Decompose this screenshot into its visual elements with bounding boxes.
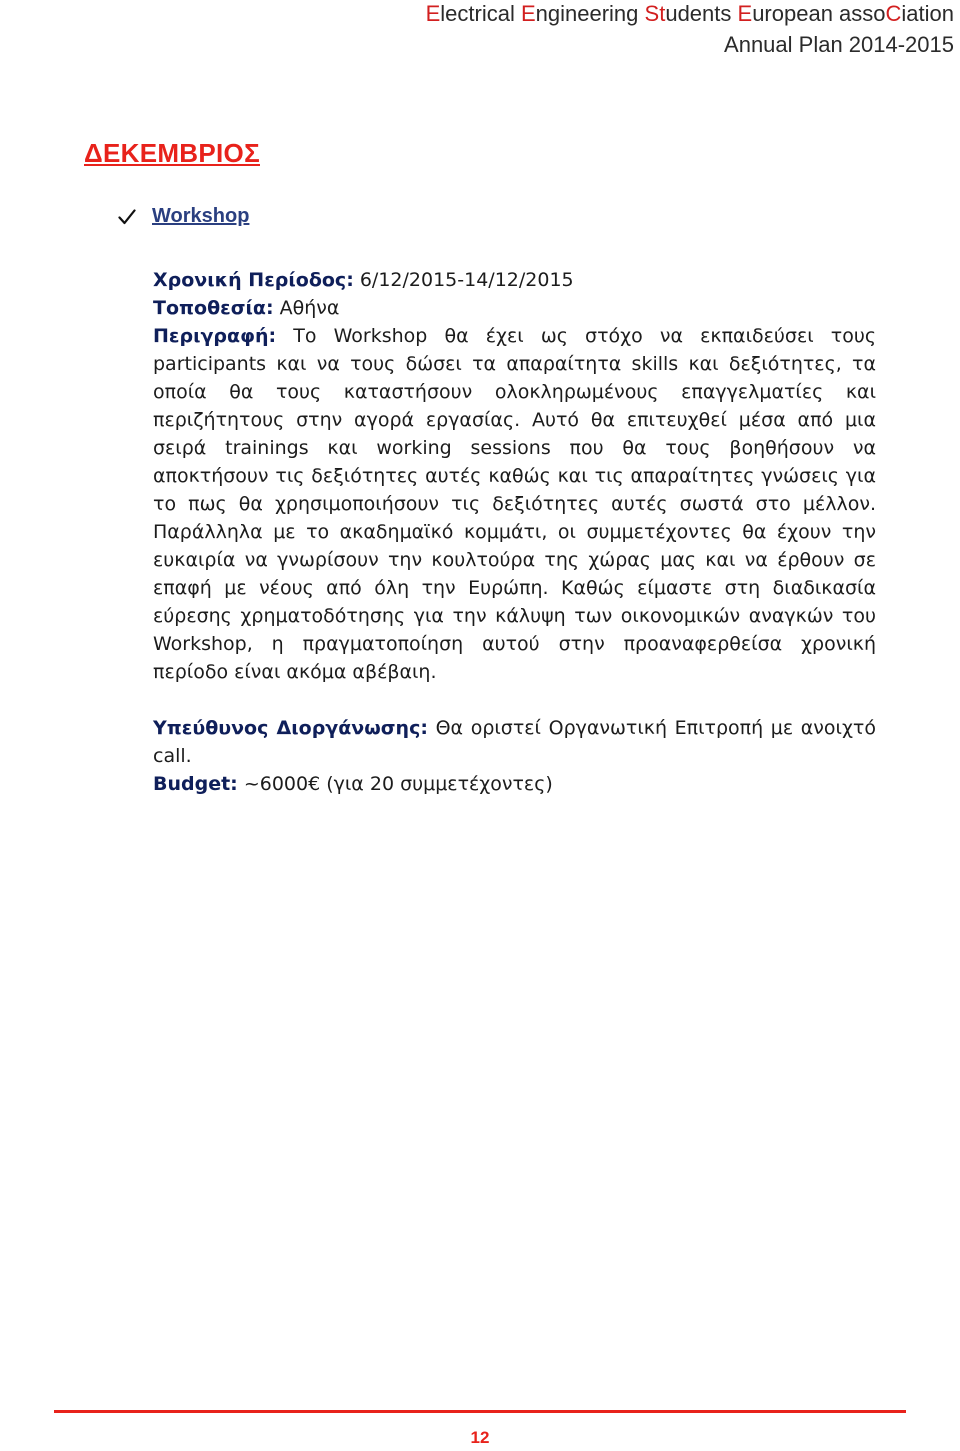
period-line xyxy=(153,266,876,294)
location-value: Αθήνα xyxy=(273,297,340,319)
location-line xyxy=(153,294,876,322)
description-paragraph xyxy=(153,322,876,686)
description-label: Περιγραφή: xyxy=(153,325,277,347)
header-org-part: udents xyxy=(665,1,738,26)
header-org-part: iation xyxy=(901,1,954,26)
period-value: 6/12/2015-14/12/2015 xyxy=(353,269,574,291)
budget-value: ~6000€ (για 20 συμμετέχοντες) xyxy=(237,773,553,795)
event-details xyxy=(153,266,876,798)
location-label: Τοποθεσία: xyxy=(153,297,274,319)
header-annual-plan: Annual Plan 2014-2015 xyxy=(724,32,954,57)
header-org-part: C xyxy=(885,1,902,26)
organizer-label: Υπεύθυνος Διοργάνωσης: xyxy=(153,717,428,739)
organizer-line xyxy=(153,714,876,770)
header-org-part: E xyxy=(737,1,753,26)
header-organization-name xyxy=(426,0,954,28)
event-list-item xyxy=(118,205,249,228)
header-org-part: lectrical xyxy=(440,1,521,26)
budget-label: Budget: xyxy=(153,773,238,795)
header-org-part: ngineering xyxy=(535,1,645,26)
header-org-part: E xyxy=(425,1,441,26)
footer-divider xyxy=(54,1410,906,1413)
header-org-part: uropean asso xyxy=(752,1,886,26)
check-icon xyxy=(118,208,136,226)
page-number: 12 xyxy=(470,1428,490,1447)
description-text: Το Workshop θα έχει ως στόχο να εκπαιδεύσει τους participants και να τους δώσει τα απαραίτητα skills και δεξιότητες, τα οποία θα τους καταστήσουν ολοκληρωμένους επαγγελματίες και περιζήτητους στην αγορά εργασίας. Αυτό θα επιτευχθεί μέσα από μια σειρά trainings και working sessions που θα τους βοηθήσουν να αποκτήσουν τις δεξιότητες αυτές καθώς και τις απαραίτητες γνώσεις για το πως θα χρησιμοποιήσουν τις δεξιότητες αυτές σωστά στο μέλλον. Παράλληλα με το ακαδημαϊκό κομμάτι, οι συμμετέχοντες θα έχουν την ευκαιρία να γνωρίσουν την κουλτούρα της χώρας μας και να έρθουν σε επαφή με νέους από όλη την Ευρώπη. Καθώς είμαστε στη διαδικασία εύρεσης χρηματοδότησης για την κάλυψη των οικονομικών αναγκών του Workshop, η πραγματοποίηση αυτού στην προαναφερθείσα χρονική περίοδο είναι ακόμα αβέβαιη. xyxy=(153,325,876,683)
organizer-value: Θα οριστεί Οργανωτική Επιτροπή με ανοιχτό call. xyxy=(153,717,876,767)
period-label: Χρονική Περίοδος: xyxy=(153,269,354,291)
header-org-part: St xyxy=(644,1,666,26)
spacer xyxy=(153,686,876,714)
event-title: Workshop xyxy=(152,205,250,227)
header-org-part: E xyxy=(520,1,536,26)
budget-line xyxy=(153,770,876,798)
month-heading: ΔΕΚΕΜΒΡΙΟΣ xyxy=(84,138,260,168)
